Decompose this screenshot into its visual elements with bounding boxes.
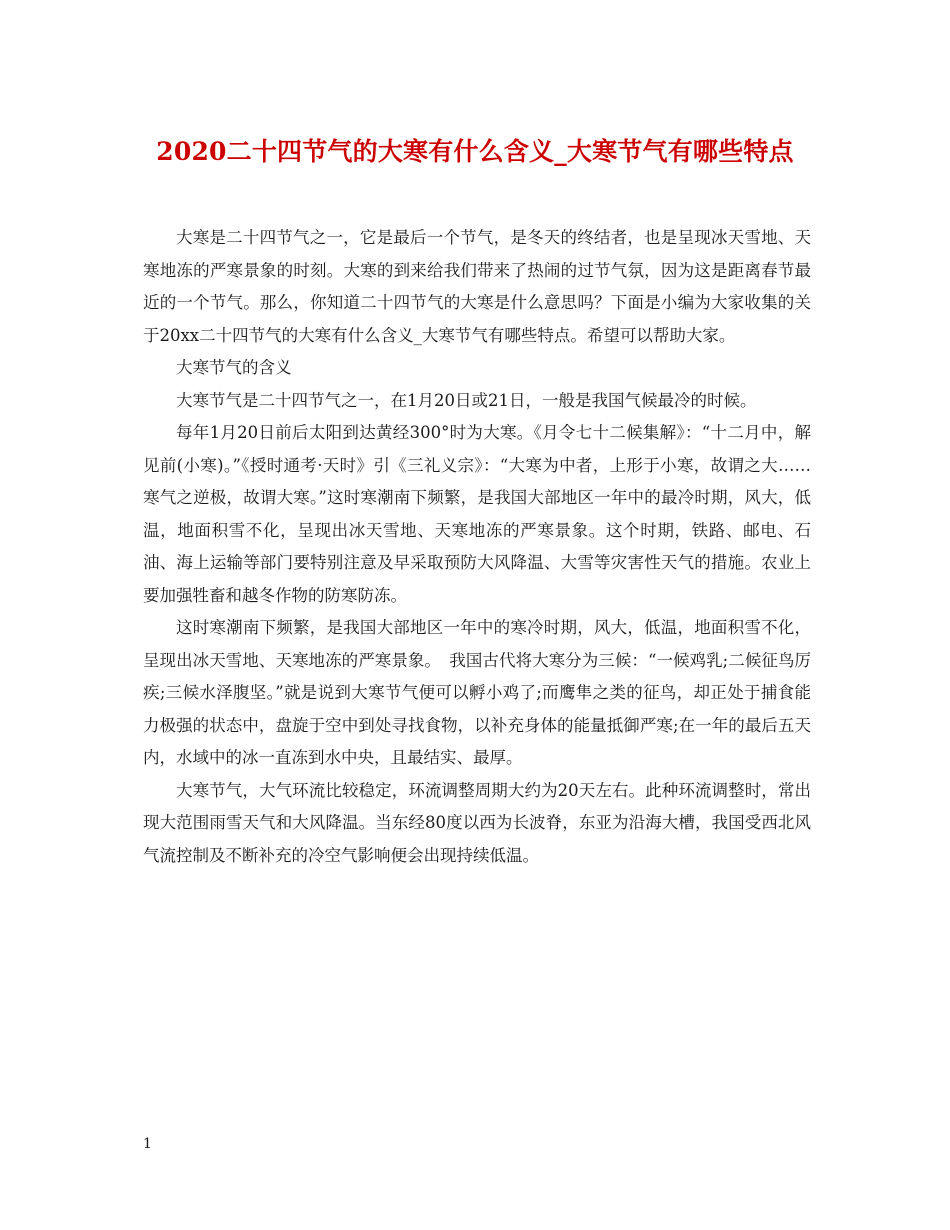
body-paragraph: 每年1月20日前后太阳到达黄经300°时为大寒。《月令七十二候集解》：“十二月中，解见前(小寒)。”《授时通考·天时》引《三礼义宗》：“大寒为中者，上形于小寒，故谓之大……寒气之逆极，故谓大寒。”这时寒潮南下频繁，是我国大部地区一年中的最冷时期，风大，低温，地面积雪不化，呈现出冰天雪地、天寒地冻的严寒景象。这个时期，铁路、邮电、石油、海上运输等部门要特别注意及早采取预防大风降温、大雪等灾害性天气的措施。农业上要加强牲畜和越冬作物的防寒防冻。	[143, 423, 811, 605]
page-number: 1	[143, 1136, 152, 1152]
section-heading: 大寒节气的含义	[176, 358, 292, 377]
document-title: 2020二十四节气的大寒有什么含义_大寒节气有哪些特点	[156, 137, 794, 166]
document-body	[143, 222, 811, 872]
body-paragraph: 大寒节气，大气环流比较稳定，环流调整周期大约为20天左右。此种环流调整时，常出现大范围雨雪天气和大风降温。当东经80度以西为长波脊，东亚为沿海大槽，我国受西北风气流控制及不断补充的冷空气影响便会出现持续低温。	[143, 780, 811, 865]
body-paragraph: 这时寒潮南下频繁，是我国大部地区一年中的寒冷时期，风大，低温，地面积雪不化，呈现出冰天雪地、天寒地冻的严寒景象。 我国古代将大寒分为三候：“一候鸡乳;二候征鸟厉疾;三候水泽腹坚。”就是说到大寒节气便可以孵小鸡了;而鹰隼之类的征鸟，却正处于捕食能力极强的状态中，盘旋于空中到处寻找食物，以补充身体的能量抵御严寒;在一年的最后五天内，水域中的冰一直冻到水中央，且最结实、最厚。	[143, 618, 811, 767]
body-paragraph: 大寒节气是二十四节气之一，在1月20日或21日，一般是我国气候最冷的时候。	[176, 390, 757, 410]
intro-paragraph: 大寒是二十四节气之一，它是最后一个节气，是冬天的终结者，也是呈现冰天雪地、天寒地冻的严寒景象的时刻。大寒的到来给我们带来了热闹的过节气氛，因为这是距离春节最近的一个节气。那么，你知道二十四节气的大寒是什么意思吗？下面是小编为大家收集的关于20xx二十四节气的大寒有什么含义_大寒节气有哪些特点。希望可以帮助大家。	[143, 228, 811, 345]
